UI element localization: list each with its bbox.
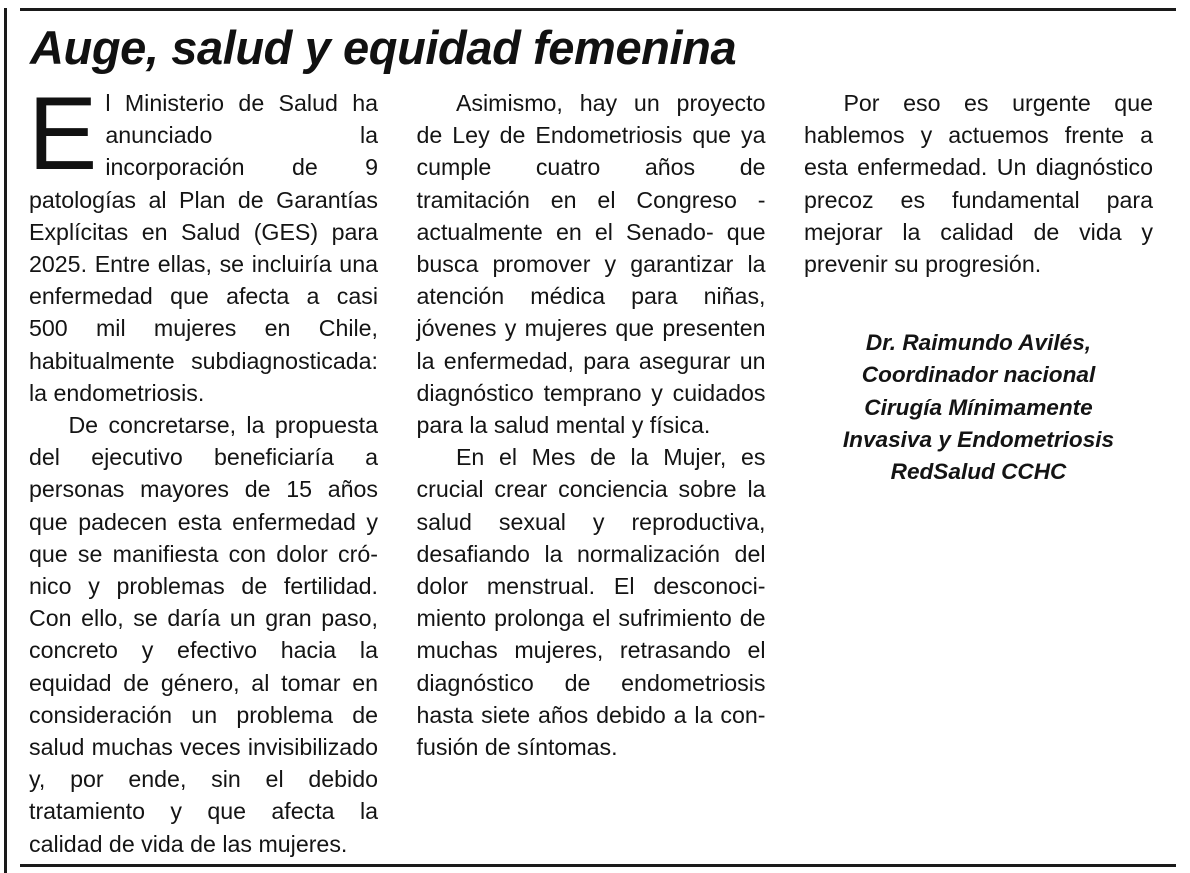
paragraph-4: En el Mes de la Mujer, es crucial crear conciencia sobre la salud sexual y reproductiva, desafiando la normalización del dolor menstrual. El desconocimiento prolonga el sufrimiento de muchas mujeres, retrasando el diagnóstico de endometriosis hasta siete años debido a la confusión de síntomas.	[416, 444, 766, 761]
paragraph-1-text: l Ministerio de Salud ha anunciado la incorporación de 9 patologías al Plan de Garantías Explícitas en Salud (GES) para 2025. Entre ellas, se incluiría una enfermedad que afecta a casi 500 mil mujeres en Chile, habitualmente subdiagnosticada: la endometriosis.	[29, 90, 378, 406]
paragraph-1	[28, 76, 378, 409]
top-rule	[20, 8, 1176, 11]
paragraph-3: Asimismo, hay un proyecto de Ley de Endometriosis que ya cumple cuatro años de tramitación en el Congreso -actualmente en el Senado- que busca promover y garantizar la atención médica para niñas, jóvenes y mujeres que presenten la enfermedad, para asegurar un diagnóstico temprano y cuidados para la salud mental y física.	[416, 90, 766, 439]
article-body	[28, 76, 1153, 857]
paragraph-5: Por eso es urgente que hablemos y actuemos frente a esta enfermedad. Un diagnóstico precoz es fundamental para mejorar la calidad de vida y prevenir su progresión.	[804, 90, 1153, 278]
article-column-3	[804, 87, 1153, 857]
signature-line-3: Cirugía Mínimamente	[864, 394, 1093, 420]
author-signature	[804, 327, 1153, 488]
signature-line-1: Dr. Raimundo Avilés,	[865, 330, 1092, 356]
bottom-rule	[20, 864, 1176, 867]
article-headline: Auge, salud y equidad femenina	[30, 21, 737, 74]
article-column-1	[28, 76, 378, 857]
signature-line-2: Coordinador nacional	[861, 362, 1096, 388]
paragraph-2: De concretarse, la propuesta del ejecutivo beneficiaría a personas mayores de 15 años que padecen esta enfermedad y que se manifiesta con dolor crónico y problemas de fertilidad. Con ello, se daría un gran paso, concreto y efectivo hacia la equidad de género, al tomar en consideración un problema de salud muchas veces invisibilizado y, por ende, sin el debido tratamiento y que afecta la calidad de vida de las mujeres.	[29, 412, 378, 857]
signature-line-4: Invasiva y Endometriosis	[842, 426, 1115, 452]
frame-left-border	[4, 8, 7, 873]
article-column-2	[417, 87, 766, 857]
drop-cap: E	[28, 76, 98, 192]
signature-line-5: RedSalud CCHC	[890, 459, 1067, 485]
